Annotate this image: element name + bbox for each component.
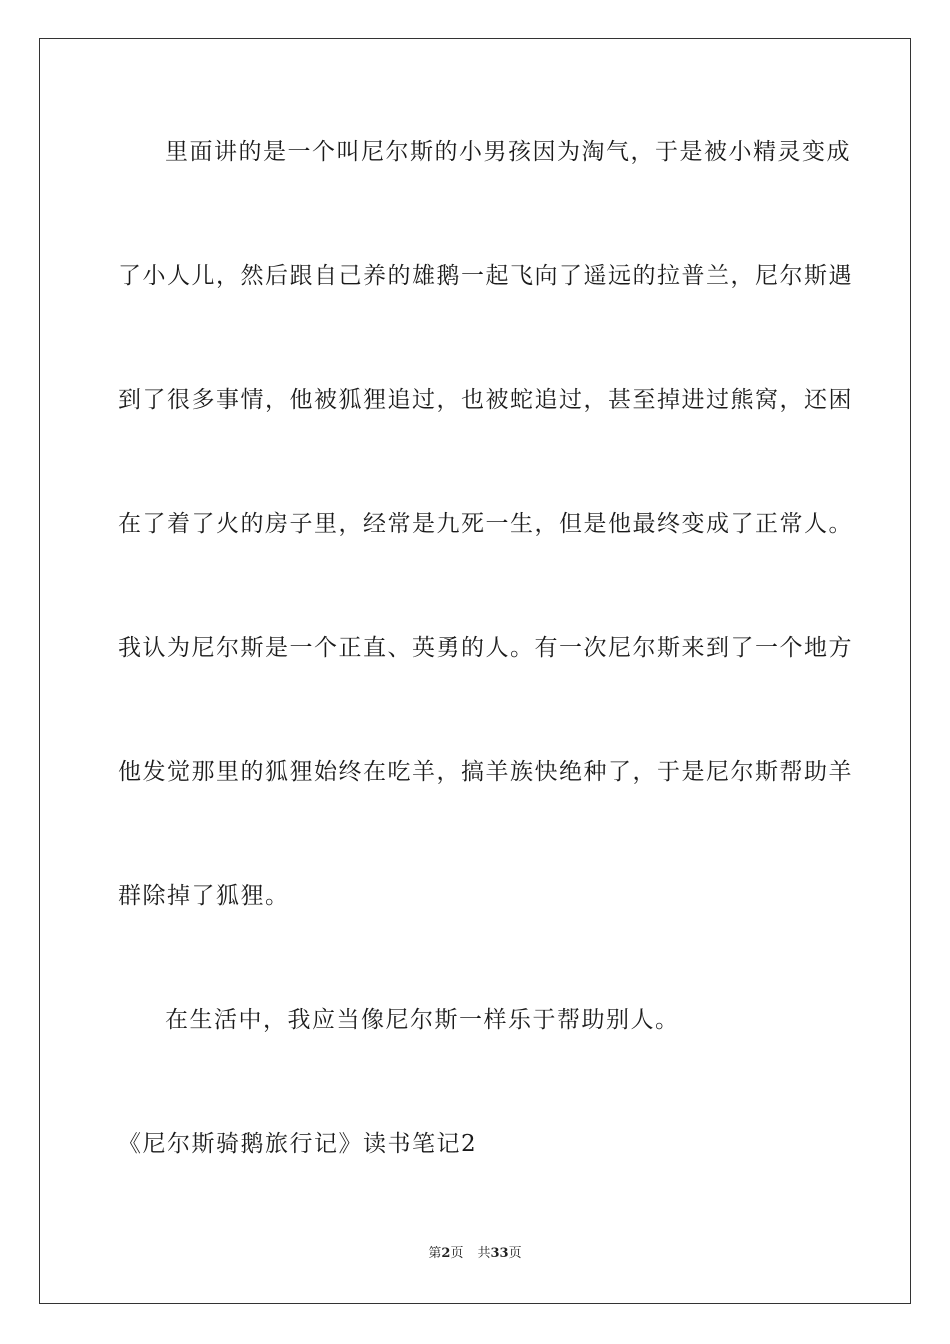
total-pages: 33 (490, 1246, 509, 1261)
paragraph-line-6: 他发觉那里的狐狸始终在吃羊，搞羊族快绝种了，于是尼尔斯帮助羊 (118, 759, 853, 785)
page-border (39, 38, 911, 1304)
page-footer (0, 1244, 950, 1264)
page-number: 2 (441, 1246, 451, 1261)
paragraph-line-8: 在生活中，我应当像尼尔斯一样乐于帮助别人。 (165, 1007, 680, 1033)
total-prefix: 共 (477, 1246, 491, 1261)
page-prefix: 第 (428, 1246, 442, 1261)
paragraph-line-7: 群除掉了狐狸。 (118, 883, 290, 909)
paragraph-line-2: 了小人儿，然后跟自己养的雄鹅一起飞向了遥远的拉普兰，尼尔斯遇 (118, 263, 853, 289)
total-suffix: 页 (508, 1246, 522, 1261)
page-suffix: 页 (450, 1246, 464, 1261)
paragraph-line-3: 到了很多事情，他被狐狸追过，也被蛇追过，甚至掉进过熊窝，还困 (118, 387, 853, 413)
paragraph-line-4: 在了着了火的房子里，经常是九死一生，但是他最终变成了正常人。 (118, 511, 853, 537)
paragraph-line-1: 里面讲的是一个叫尼尔斯的小男孩因为淘气，于是被小精灵变成 (165, 139, 851, 165)
paragraph-line-5: 我认为尼尔斯是一个正直、英勇的人。有一次尼尔斯来到了一个地方 (118, 635, 853, 661)
section-heading: 《尼尔斯骑鹅旅行记》读书笔记2 (118, 1131, 478, 1157)
